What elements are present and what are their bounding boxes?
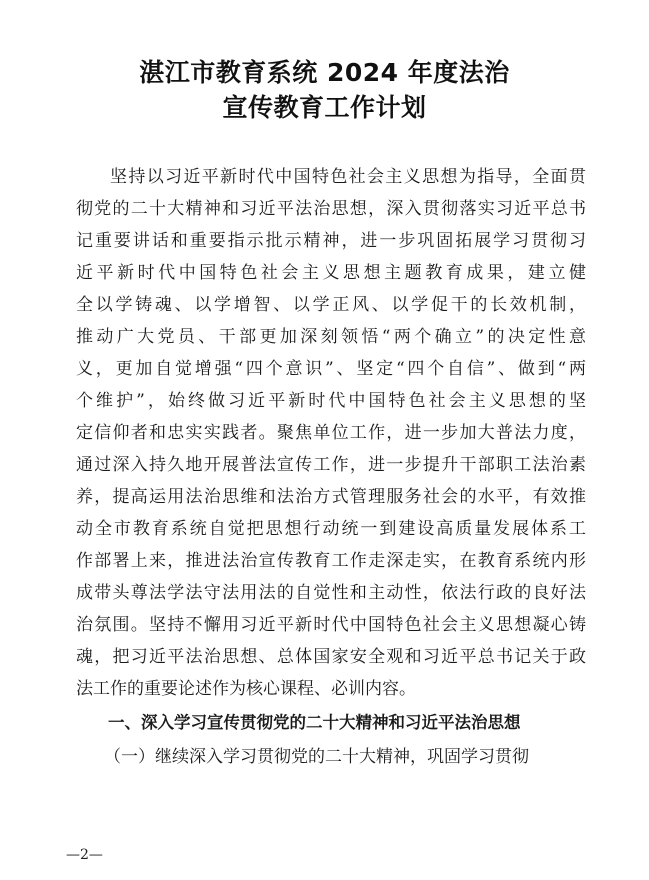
body-line: 彻党的二十大精神和习近平法治思想，深入贯彻落实习近平总书 [76,199,586,219]
section-heading: 一、深入学习宣传贯彻党的二十大精神和习近平法治思想 [108,713,521,732]
body-line: 治氛围。坚持不懈用习近平新时代中国特色社会主义思想凝心铸 [76,615,586,635]
body-line: 全以学铸魂、以学增智、以学正风、以学促干的长效机制， [76,295,586,315]
body-line: 作部署上来，推进法治宣传教育工作走深走实，在教育系统内形 [76,551,586,571]
body-line: 坚持以习近平新时代中国特色社会主义思想为指导，全面贯 [110,167,586,187]
document-title-line-1: 湛江市教育系统 2024 年度法治 [139,58,510,87]
body-line: 定信仰者和忠实实践者。聚焦单位工作，进一步加大普法力度， [76,423,586,443]
body-line: 法工作的重要论述作为核心课程、必训内容。 [76,679,416,699]
body-line: 通过深入持久地开展普法宣传工作，进一步提升干部职工法治素 [76,455,586,475]
page-number: —2— [66,847,103,863]
body-line: 魂，把习近平法治思想、总体国家安全观和习近平总书记关于政 [76,647,586,667]
body-line: 记重要讲话和重要指示批示精神，进一步巩固拓展学习贯彻习 [76,231,586,251]
body-line: 动全市教育系统自觉把思想行动统一到建设高质量发展体系工 [76,519,586,539]
document-title-line-2: 宣传教育工作计划 [222,93,427,122]
body-line: 养，提高运用法治思维和法治方式管理服务社会的水平，有效推 [76,487,586,507]
body-line: 推动广大党员、干部更加深刻领悟“两个确立”的决定性意 [76,327,586,347]
body-line: 近平新时代中国特色社会主义思想主题教育成果，建立健 [76,263,586,283]
subsection-heading: （一）继续深入学习贯彻党的二十大精神，巩固学习贯彻 [104,747,529,767]
body-line: 个维护”，始终做习近平新时代中国特色社会主义思想的坚 [76,391,586,411]
body-line: 义，更加自觉增强“四个意识”、坚定“四个自信”、做到“两 [76,359,586,379]
body-line: 成带头尊法学法守法用法的自觉性和主动性，依法行政的良好法 [76,583,586,603]
